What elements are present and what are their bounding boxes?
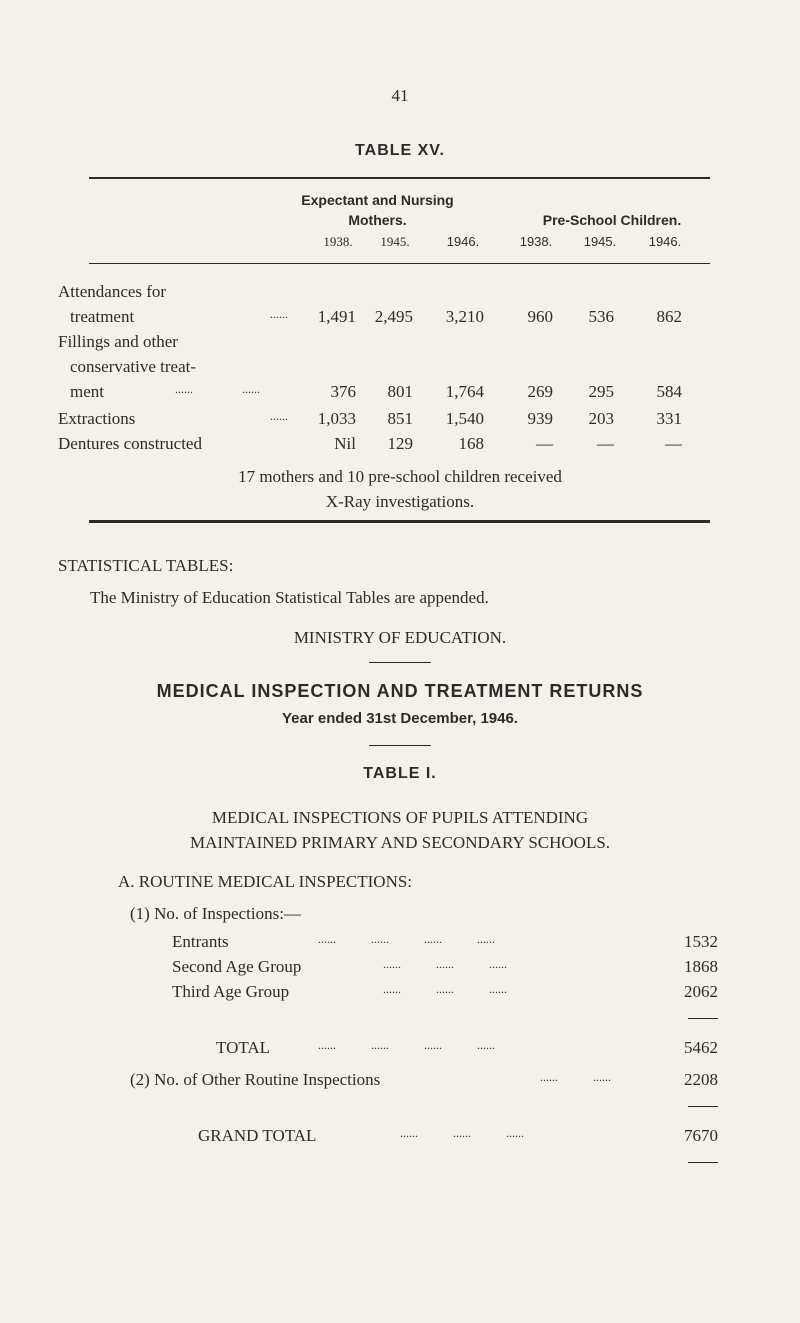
- second-age-label: Second Age Group: [172, 957, 302, 976]
- returns-title: MEDICAL INSPECTION AND TREATMENT RETURNS: [156, 681, 644, 701]
- table-note-line1: 17 mothers and 10 pre-school children received: [238, 467, 562, 486]
- table-i-heading-line1: MEDICAL INSPECTIONS OF PUPILS ATTENDING: [211, 808, 589, 827]
- table-cell: 1,540: [445, 409, 484, 428]
- other-inspections-value: 2208: [684, 1070, 718, 1089]
- table-cell: 269: [527, 382, 553, 401]
- table-cell: 203: [588, 409, 614, 428]
- table-cell: 536: [588, 307, 614, 326]
- grand-total-value: 7670: [684, 1126, 718, 1145]
- table-cell: 129: [387, 434, 413, 453]
- leader-dots: ......: [270, 307, 288, 321]
- sum-rule: [688, 1162, 718, 1163]
- table-cell: —: [665, 434, 682, 453]
- short-divider: [369, 662, 431, 663]
- statistical-tables-text: The Ministry of Education Statistical Tables are appended.: [90, 588, 489, 607]
- table-cell: 584: [656, 382, 682, 401]
- table-cell: 862: [656, 307, 682, 326]
- year-header: 1946.: [446, 234, 480, 249]
- table-cell: 1,033: [317, 409, 356, 428]
- other-inspections-label: (2) No. of Other Routine Inspections: [130, 1070, 381, 1089]
- table-cell: Nil: [334, 434, 356, 453]
- table-cell: 1,764: [445, 382, 484, 401]
- year-header: 1938.: [519, 234, 553, 249]
- total-value: 5462: [684, 1038, 718, 1057]
- table-i-heading-line2: MAINTAINED PRIMARY AND SECONDARY SCHOOLS.: [189, 833, 611, 852]
- year-header: 1945.: [380, 234, 410, 249]
- entrants-label: Entrants: [172, 932, 229, 951]
- group-header-preschool: Pre-School Children.: [542, 212, 682, 228]
- sum-rule: [688, 1018, 718, 1019]
- inspections-label: (1) No. of Inspections:—: [130, 904, 301, 923]
- table-cell: 376: [330, 382, 356, 401]
- short-divider: [369, 745, 431, 746]
- table-cell: 3,210: [445, 307, 484, 326]
- leader-dots: ...... ......: [540, 1070, 611, 1084]
- table-i-title: TABLE I.: [363, 765, 437, 782]
- table-note-line2: X-Ray investigations.: [325, 492, 475, 511]
- header-rule: [89, 263, 710, 264]
- table-cell: 801: [387, 382, 413, 401]
- leader-dots: ......: [175, 382, 193, 396]
- section-a-heading: A. ROUTINE MEDICAL INSPECTIONS:: [118, 872, 413, 891]
- bottom-rule: [89, 520, 710, 523]
- year-header: 1945.: [583, 234, 617, 249]
- second-age-value: 1868: [684, 957, 718, 976]
- leader-dots: ...... ...... ...... ......: [318, 932, 495, 946]
- leader-dots: ...... ...... ......: [383, 957, 507, 971]
- table-cell: —: [536, 434, 553, 453]
- statistical-tables-heading: STATISTICAL TABLES:: [58, 556, 234, 575]
- row-label: ment: [70, 382, 104, 401]
- ministry-heading: MINISTRY OF EDUCATION.: [293, 628, 507, 647]
- returns-subtitle: Year ended 31st December, 1946.: [282, 710, 518, 727]
- table-cell: 1,491: [317, 307, 356, 326]
- total-label: TOTAL: [216, 1038, 271, 1057]
- top-rule: [89, 177, 710, 179]
- year-header: 1946.: [648, 234, 682, 249]
- table-cell: 939: [527, 409, 553, 428]
- row-label: conservative treat-: [70, 357, 197, 376]
- leader-dots: ...... ...... ......: [400, 1126, 524, 1140]
- row-label: Extractions: [58, 409, 136, 428]
- entrants-value: 1532: [684, 932, 718, 951]
- row-label: Fillings and other: [58, 332, 178, 351]
- row-label: treatment: [70, 307, 135, 326]
- table-cell: 331: [656, 409, 682, 428]
- leader-dots: ...... ...... ......: [383, 982, 507, 996]
- page-number: 41: [391, 86, 409, 105]
- leader-dots: ...... ...... ...... ......: [318, 1038, 495, 1052]
- group-header-mothers: Expectant and Nursing Mothers.: [301, 192, 454, 228]
- grand-total-label: GRAND TOTAL: [198, 1126, 317, 1145]
- table-cell: 851: [387, 409, 413, 428]
- leader-dots: ......: [242, 382, 260, 396]
- table-cell: —: [597, 434, 614, 453]
- row-label: Attendances for: [58, 282, 167, 301]
- table-cell: 2,495: [374, 307, 413, 326]
- table-cell: 960: [527, 307, 553, 326]
- third-age-value: 2062: [684, 982, 718, 1001]
- year-header: 1938.: [323, 234, 353, 249]
- table-xv-title: TABLE XV.: [355, 142, 445, 159]
- table-cell: 168: [458, 434, 484, 453]
- third-age-label: Third Age Group: [172, 982, 290, 1001]
- sum-rule: [688, 1106, 718, 1107]
- table-cell: 295: [588, 382, 614, 401]
- leader-dots: ......: [270, 409, 288, 423]
- row-label: Dentures constructed: [58, 434, 202, 453]
